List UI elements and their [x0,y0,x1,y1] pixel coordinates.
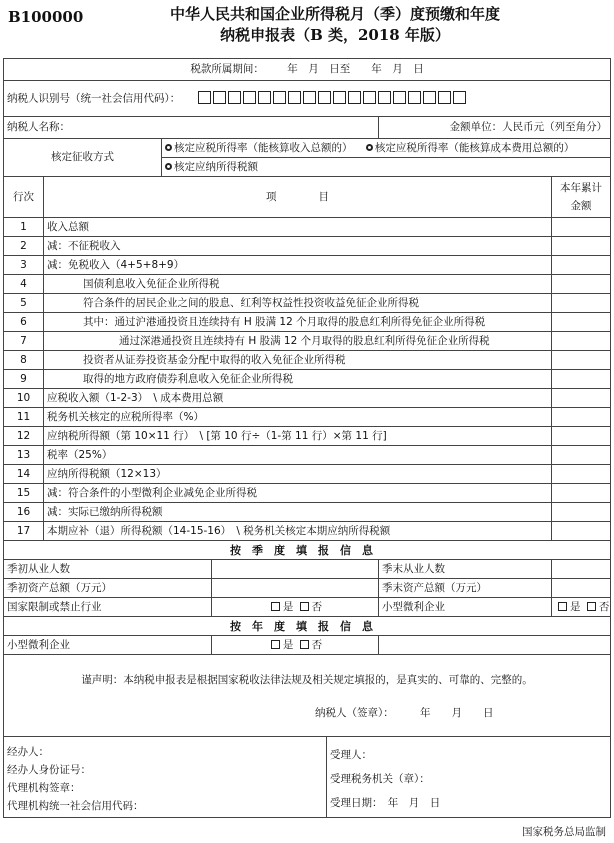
line-number: 14 [4,465,44,484]
line-item: 其中：通过沪港通投资且连续持有 H 股满 12 个月取得的股息红利所得免征企业所得税 [44,313,552,332]
amount-input[interactable] [552,313,611,332]
amount-input[interactable] [552,370,611,389]
line-number: 1 [4,218,44,237]
footer-supervision: 国家税务总局监制 [522,826,606,838]
yes-label: 是 [570,600,581,613]
item-rows [4,218,611,541]
line-item: 减：符合条件的小型微利企业减免企业所得税 [44,484,552,503]
method-option-2[interactable] [366,142,575,154]
declaration-cell [4,655,611,737]
col-header-amount: 本年累计金额 [552,177,611,218]
table-row [4,275,611,294]
table-row [4,503,611,522]
table-row [4,313,611,332]
id-digit-box[interactable] [333,91,346,104]
checkbox-yes[interactable] [558,602,567,611]
line-number: 11 [4,408,44,427]
table-row [4,332,611,351]
table-row [4,465,611,484]
tax-period-label: 税款所属期间： [190,63,264,75]
amount-input[interactable] [552,237,611,256]
id-digit-box[interactable] [453,91,466,104]
start-employees-input[interactable] [212,560,379,579]
tax-office-label[interactable]: 受理税务机关（章）： [330,773,430,785]
line-number: 3 [4,256,44,275]
id-digit-box[interactable] [408,91,421,104]
id-digit-box[interactable] [288,91,301,104]
amount-input[interactable] [552,522,611,541]
table-row [4,484,611,503]
end-assets-label: 季末资产总额（万元） [379,579,552,598]
col-header-item: 项 目 [44,177,552,218]
form-code: B100000 [8,8,84,26]
line-number: 4 [4,275,44,294]
table-row [4,256,611,275]
id-digit-box[interactable] [213,91,226,104]
method-option-1[interactable] [165,142,353,154]
id-digit-box[interactable] [243,91,256,104]
amount-input[interactable] [552,446,611,465]
agency-seal-label[interactable]: 代理机构签章： [7,782,81,794]
start-assets-label: 季初资产总额（万元） [4,579,212,598]
small-micro-quarterly-choice [552,598,611,617]
method-options-row1 [162,139,611,158]
checkbox-no[interactable] [300,602,309,611]
restricted-industry-choice [212,598,379,617]
amount-input[interactable] [552,275,611,294]
amount-input[interactable] [552,484,611,503]
id-digit-box[interactable] [363,91,376,104]
line-number: 12 [4,427,44,446]
taxpayer-id-label: 纳税人识别号（统一社会信用代码）： [7,92,181,105]
method-options-row2 [162,158,611,177]
start-assets-input[interactable] [212,579,379,598]
id-digit-box[interactable] [378,91,391,104]
line-number: 2 [4,237,44,256]
radio-icon [366,144,373,151]
line-item: 减：不征税收入 [44,237,552,256]
table-row [4,237,611,256]
id-digit-box[interactable] [198,91,211,104]
line-number: 16 [4,503,44,522]
amount-input[interactable] [552,332,611,351]
agent-cell [4,737,327,818]
line-number: 10 [4,389,44,408]
amount-input[interactable] [552,503,611,522]
amount-input[interactable] [552,465,611,484]
table-row [4,351,611,370]
small-micro-annual-label: 小型微利企业 [4,636,212,655]
line-number: 13 [4,446,44,465]
line-number: 8 [4,351,44,370]
line-item: 税率（25%） [44,446,552,465]
id-digit-box[interactable] [228,91,241,104]
taxpayer-id-row [4,81,611,117]
line-number: 6 [4,313,44,332]
line-item: 减：免税收入（4+5+8+9） [44,256,552,275]
table-row [4,427,611,446]
start-employees-label: 季初从业人数 [4,560,212,579]
quarterly-heading: 按季度填报信息 [4,541,611,560]
declaration-statement: 谨声明：本纳税申报表是根据国家税收法律法规及相关规定填报的，是真实的、可靠的、完整的。 [81,674,533,686]
line-number: 17 [4,522,44,541]
checkbox-yes[interactable] [271,640,280,649]
table-row [4,218,611,237]
col-header-line: 行次 [4,177,44,218]
tax-period-value[interactable]: 年 月 日至 年 月 日 [287,63,424,75]
no-label: 否 [311,638,323,651]
title-line-1: 中华人民共和国企业所得税月（季）度预缴和年度 [169,5,500,23]
small-micro-annual-blank [379,636,611,655]
end-assets-input[interactable] [552,579,611,598]
yes-label: 是 [282,600,294,613]
method-option-1-label: 核定应税所得率（能核算收入总额的） [174,141,353,154]
amount-input[interactable] [552,389,611,408]
line-item: 国债利息收入免征企业所得税 [44,275,552,294]
id-digit-box[interactable] [273,91,286,104]
amount-unit: 金额单位：人民币元（列至角分） [379,117,611,139]
table-row [4,370,611,389]
line-item: 应税收入额（1-2-3） \ 成本费用总额 [44,389,552,408]
taxpayer-name-cell[interactable] [4,117,379,139]
line-item: 投资者从证券投资基金分配中取得的收入免征企业所得税 [44,351,552,370]
line-number: 15 [4,484,44,503]
amount-input[interactable] [552,294,611,313]
taxpayer-name-label: 纳税人名称： [7,121,70,133]
id-digit-box[interactable] [318,91,331,104]
small-micro-annual-choice [212,636,379,655]
restricted-industry-label: 国家限制或禁止行业 [4,598,212,617]
tax-period-row [4,59,611,81]
yes-label: 是 [282,638,294,651]
table-row [4,294,611,313]
id-digit-box[interactable] [258,91,271,104]
end-employees-label: 季末从业人数 [379,560,552,579]
checkbox-no[interactable] [587,602,596,611]
line-item: 应纳税所得额（第 10×11 行） \ [第 10 行÷（1-第 11 行）×第 11 行] [44,427,552,446]
table-row [4,408,611,427]
radio-icon [165,163,172,170]
method-option-2-label: 核定应税所得率（能核算成本费用总额的） [374,141,575,154]
acceptance-cell [327,737,611,818]
amount-input[interactable] [552,427,611,446]
form-title [130,4,540,46]
amount-input[interactable] [552,408,611,427]
line-number: 7 [4,332,44,351]
line-item: 本期应补（退）所得税额（14-15-16） \ 税务机关核定本期应纳所得税额 [44,522,552,541]
annual-heading: 按年度填报信息 [4,617,611,636]
line-number: 9 [4,370,44,389]
id-digit-box[interactable] [348,91,361,104]
line-item: 通过深港通投资且连续持有 H 股满 12 个月取得的股息红利所得免征企业所得税 [44,332,552,351]
id-digit-box[interactable] [423,91,436,104]
line-number: 5 [4,294,44,313]
id-digit-box[interactable] [438,91,451,104]
radio-icon [165,144,172,151]
table-row [4,522,611,541]
acceptor-label[interactable]: 受理人： [330,749,372,761]
line-item: 税务机关核定的应税所得率（%） [44,408,552,427]
checkbox-no[interactable] [300,640,309,649]
acceptance-date-label[interactable]: 受理日期： 年 月 日 [330,797,441,809]
line-item: 减：实际已缴纳所得税额 [44,503,552,522]
line-item: 应纳所得税额（12×13） [44,465,552,484]
declaration-signature[interactable]: 纳税人（签章）： 年 月 日 [315,707,494,719]
handler-id-label[interactable]: 经办人身份证号： [7,764,91,776]
handler-label[interactable]: 经办人： [7,746,49,758]
small-micro-quarterly-label: 小型微利企业 [379,598,552,617]
table-row [4,389,611,408]
checkbox-yes[interactable] [271,602,280,611]
table-row [4,446,611,465]
title-line-2: 纳税申报表（B 类，2018 年版） [220,26,450,44]
taxpayer-id-boxes[interactable] [198,91,468,106]
id-digit-box[interactable] [303,91,316,104]
amount-input[interactable] [552,256,611,275]
method-label: 核定征收方式 [4,139,162,177]
method-option-3-label: 核定应纳所得税额 [174,160,258,173]
agency-code-label[interactable]: 代理机构统一社会信用代码： [7,800,144,812]
method-option-3[interactable] [165,161,258,173]
line-item: 收入总额 [44,218,552,237]
no-label: 否 [598,600,610,613]
amount-input[interactable] [552,218,611,237]
id-digit-box[interactable] [393,91,406,104]
declaration-form [3,58,611,818]
end-employees-input[interactable] [552,560,611,579]
amount-input[interactable] [552,351,611,370]
line-item: 取得的地方政府债券利息收入免征企业所得税 [44,370,552,389]
line-item: 符合条件的居民企业之间的股息、红利等权益性投资收益免征企业所得税 [44,294,552,313]
no-label: 否 [311,600,323,613]
